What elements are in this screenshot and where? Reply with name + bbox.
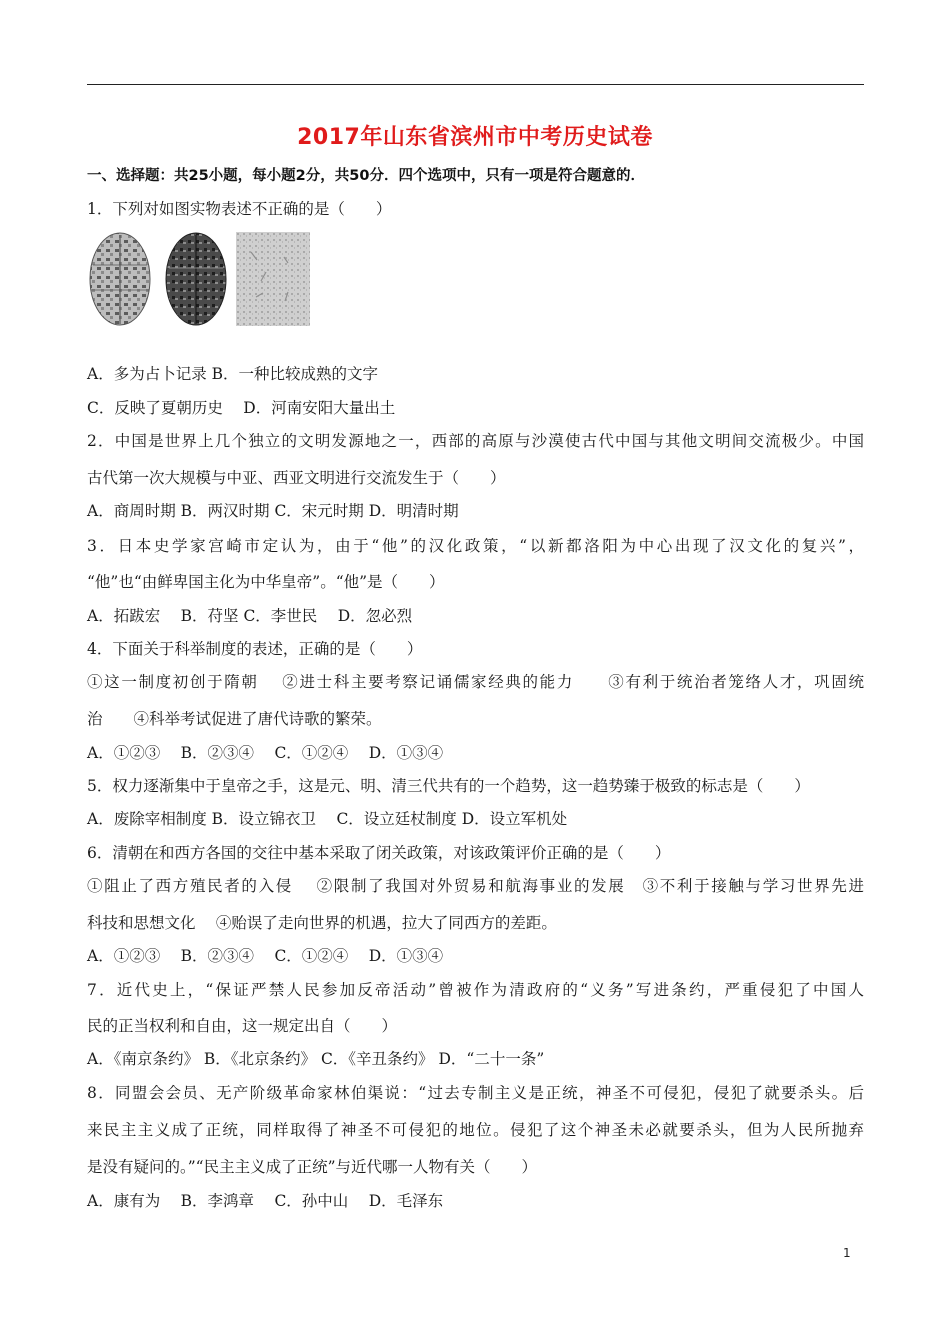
- q4-items-line-1: ①这一制度初创于隋朝 ②进士科主要考察记诵儒家经典的能力 ③有利于统治者笼络人才，巩固统: [87, 673, 864, 691]
- q1-options-line-2: C．反映了夏朝历史 D．河南安阳大量出土: [87, 399, 396, 417]
- q7-stem-line-2: 民的正当权利和自由，这一规定出自（ ）: [87, 1017, 398, 1035]
- q6-items-line-1: ①阻止了西方殖民者的入侵 ②限制了我国对外贸易和航海事业的发展 ③不利于接触与学习世界先进: [87, 877, 864, 895]
- q5-options: A．废除宰相制度 B．设立锦衣卫 C．设立廷杖制度 D．设立军机处: [87, 810, 568, 828]
- q7-options: A．《南京条约》 B．《北京条约》 C．《辛丑条约》 D．“二十一条”: [87, 1050, 545, 1068]
- q3-stem-line-2: “他”也“由鲜卑国主化为中华皇帝”。“他”是（ ）: [87, 573, 445, 591]
- q8-options: A．康有为 B．李鸿章 C．孙中山 D．毛泽东: [87, 1192, 444, 1210]
- oracle-inscription-rubbing-image: [236, 232, 310, 326]
- q4-options: A．①②③ B．②③④ C．①②④ D．①③④: [87, 744, 444, 762]
- q4-stem: 4．下面关于科举制度的表述，正确的是（ ）: [87, 640, 423, 658]
- q1-options-line-1: A．多为占卜记录 B．一种比较成熟的文字: [87, 365, 379, 383]
- oracle-bone-shell-image-2: [163, 230, 229, 328]
- q6-items-line-2: 科技和思想文化 ④贻误了走向世界的机遇，拉大了同西方的差距。: [87, 914, 557, 932]
- q8-stem-line-3: 是没有疑问的。”“民主主义成了正统”与近代哪一人物有关（ ）: [87, 1158, 538, 1176]
- q2-stem-line-1: 2．中国是世界上几个独立的文明发源地之一，西部的高原与沙漠使古代中国与其他文明间交流极少。中国: [87, 432, 864, 450]
- q3-options: A．拓跋宏 B．苻坚 C．李世民 D．忽必烈: [87, 607, 413, 625]
- header-rule: [87, 84, 864, 85]
- q2-stem-line-2: 古代第一次大规模与中亚、西亚文明进行交流发生于（ ）: [87, 469, 506, 487]
- q1-figure: [87, 230, 327, 330]
- q7-stem-line-1: 7．近代史上，“保证严禁人民参加反帝活动”曾被作为清政府的“义务”写进条约，严重侵犯了中国人: [87, 981, 864, 999]
- exam-title: 2017年山东省滨州市中考历史试卷: [297, 125, 653, 150]
- q8-stem-line-1: 8．同盟会会员、无产阶级革命家林伯渠说：“过去专制主义是正统，神圣不可侵犯，侵犯了就要杀头。后: [87, 1084, 864, 1102]
- page-number: 1: [843, 1246, 851, 1260]
- q6-stem: 6．清朝在和西方各国的交往中基本采取了闭关政策，对该政策评价正确的是（ ）: [87, 844, 671, 862]
- q8-stem-line-2: 来民主主义成了正统，同样取得了神圣不可侵犯的地位。侵犯了这个神圣未必就要杀头，但为人民所抛弃: [87, 1121, 864, 1139]
- q1-stem: 1．下列对如图实物表述不正确的是（ ）: [87, 200, 392, 218]
- q3-stem-line-1: 3．日本史学家宫崎市定认为，由于“他”的汉化政策，“以新都洛阳为中心出现了汉文化的复兴”，: [87, 537, 864, 555]
- q5-stem: 5．权力逐渐集中于皇帝之手，这是元、明、清三代共有的一个趋势，这一趋势臻于极致的标志是（ ）: [87, 777, 810, 795]
- oracle-bone-shell-image-1: [87, 230, 153, 328]
- section-heading: 一、选择题：共25小题，每小题2分，共50分．四个选项中，只有一项是符合题意的．: [87, 168, 645, 184]
- q4-items-line-2: 治 ④科举考试促进了唐代诗歌的繁荣。: [87, 710, 382, 728]
- q2-options: A．商周时期 B．两汉时期 C．宋元时期 D．明清时期: [87, 502, 459, 520]
- q6-options: A．①②③ B．②③④ C．①②④ D．①③④: [87, 947, 444, 965]
